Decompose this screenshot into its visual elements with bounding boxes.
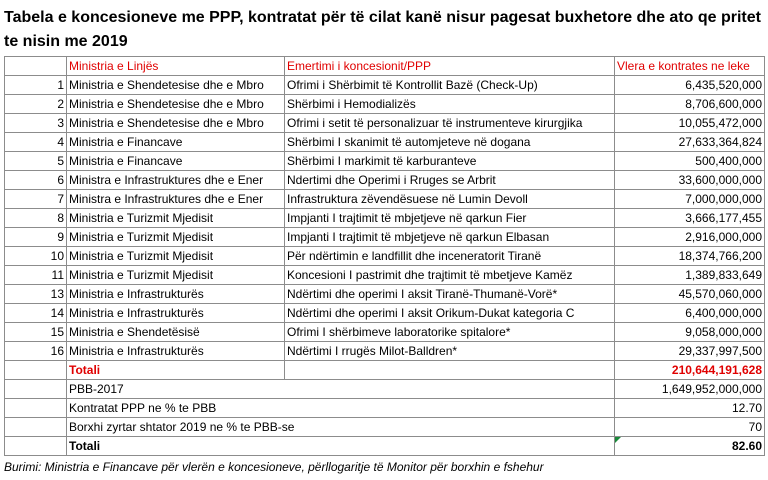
row-concession-name: Shërbimi I skanimit të automjeteve në dogana [285, 133, 615, 152]
ppp-pct-row [5, 399, 765, 418]
row-ministry: Ministria e Turizmit Mjedisit [67, 228, 285, 247]
row-concession-name: Ndërtimi I rrugës Milot-Balldren* [285, 342, 615, 361]
row-number: 2 [5, 95, 67, 114]
header-name: Emertimi i koncesionit/PPP [285, 57, 615, 76]
concessions-table [4, 56, 765, 456]
row-number: 3 [5, 114, 67, 133]
table-row [5, 133, 765, 152]
row-contract-value: 8,706,600,000 [615, 95, 765, 114]
row-ministry: Ministria e Turizmit Mjedisit [67, 209, 285, 228]
row-number: 15 [5, 323, 67, 342]
row-number: 9 [5, 228, 67, 247]
row-number: 11 [5, 266, 67, 285]
row-concession-name: Koncesioni I pastrimit dhe trajtimit të mbetjeve Kamëz [285, 266, 615, 285]
table-row [5, 76, 765, 95]
header-row [5, 57, 765, 76]
pbb-value: 1,649,952,000,000 [615, 380, 765, 399]
table-row [5, 247, 765, 266]
row-concession-name: Për ndërtimin e landfillit dhe inceneratorit Tiranë [285, 247, 615, 266]
table-row [5, 285, 765, 304]
row-number: 4 [5, 133, 67, 152]
row-contract-value: 3,666,177,455 [615, 209, 765, 228]
row-concession-name: Ndërtimi dhe operimi I aksit Orikum-Dukat kategoria C [285, 304, 615, 323]
table-row [5, 190, 765, 209]
row-ministry: Ministra e Infrastruktures dhe e Ener [67, 190, 285, 209]
row-number: 16 [5, 342, 67, 361]
row-concession-name: Ndërtimi dhe operimi I aksit Tiranë-Thumanë-Vorë* [285, 285, 615, 304]
table-row [5, 95, 765, 114]
ppp-pct-value: 12.70 [615, 399, 765, 418]
row-ministry: Ministra e Infrastruktures dhe e Ener [67, 171, 285, 190]
row-contract-value: 10,055,472,000 [615, 114, 765, 133]
row-contract-value: 500,400,000 [615, 152, 765, 171]
pbb-row [5, 380, 765, 399]
row-number: 8 [5, 209, 67, 228]
table-row [5, 266, 765, 285]
row-ministry: Ministria e Turizmit Mjedisit [67, 266, 285, 285]
row-ministry: Ministria e Infrastrukturës [67, 285, 285, 304]
row-ministry: Ministria e Shendetesise dhe e Mbro [67, 76, 285, 95]
row-contract-value: 6,435,520,000 [615, 76, 765, 95]
row-concession-name: Shërbimi I markimit të karburanteve [285, 152, 615, 171]
table-row [5, 323, 765, 342]
table-row [5, 342, 765, 361]
row-contract-value: 33,600,000,000 [615, 171, 765, 190]
grand-total-row [5, 437, 765, 456]
source-footnote: Burimi: Ministria e Financave për vlerën e koncesioneve, përllogaritje të Monitor për borxhin e fshehur [4, 460, 544, 474]
row-ministry: Ministria e Infrastrukturës [67, 342, 285, 361]
row-contract-value: 9,058,000,000 [615, 323, 765, 342]
header-ministry: Ministria e Linjës [67, 57, 285, 76]
row-concession-name: Shërbimi i Hemodializës [285, 95, 615, 114]
table-row [5, 114, 765, 133]
row-contract-value: 27,633,364,824 [615, 133, 765, 152]
row-ministry: Ministria e Financave [67, 133, 285, 152]
row-ministry: Ministria e Financave [67, 152, 285, 171]
row-contract-value: 7,000,000,000 [615, 190, 765, 209]
row-ministry: Ministria e Shendetesise dhe e Mbro [67, 114, 285, 133]
row-contract-value: 29,337,997,500 [615, 342, 765, 361]
row-contract-value: 6,400,000,000 [615, 304, 765, 323]
total-row [5, 361, 765, 380]
row-number: 7 [5, 190, 67, 209]
row-concession-name: Ofrimi i Shërbimit të Kontrollit Bazë (Check-Up) [285, 76, 615, 95]
row-number: 10 [5, 247, 67, 266]
total-label: Totali [67, 361, 285, 380]
grand-total-label: Totali [67, 437, 615, 456]
row-concession-name: Infrastruktura zëvendësuese në Lumin Devoll [285, 190, 615, 209]
debt-label: Borxhi zyrtar shtator 2019 ne % te PBB-se [67, 418, 615, 437]
table-row [5, 228, 765, 247]
row-contract-value: 1,389,833,649 [615, 266, 765, 285]
row-contract-value: 18,374,766,200 [615, 247, 765, 266]
row-concession-name: Impjanti I trajtimit të mbjetjeve në qarkun Fier [285, 209, 615, 228]
pbb-label: PBB-2017 [67, 380, 615, 399]
row-ministry: Ministria e Infrastrukturës [67, 304, 285, 323]
row-concession-name: Ofrimi I shërbimeve laboratorike spitalore* [285, 323, 615, 342]
ppp-pct-label: Kontratat PPP ne % te PBB [67, 399, 615, 418]
row-number: 1 [5, 76, 67, 95]
row-ministry: Ministria e Turizmit Mjedisit [67, 247, 285, 266]
row-concession-name: Ofrimi i setit të personalizuar të instrumenteve kirurgjika [285, 114, 615, 133]
row-concession-name: Impjanti I trajtimit të mbjetjeve në qarkun Elbasan [285, 228, 615, 247]
row-number: 14 [5, 304, 67, 323]
table-row [5, 304, 765, 323]
row-contract-value: 45,570,060,000 [615, 285, 765, 304]
table-row [5, 152, 765, 171]
grand-total-value: 82.60 [615, 437, 765, 456]
header-nr [5, 57, 67, 76]
row-number: 6 [5, 171, 67, 190]
debt-row [5, 418, 765, 437]
table-title: Tabela e koncesioneve me PPP, kontratat për të cilat kanë nisur pagesat buxhetore dhe ato qe pritet te nisin me 2019 [4, 9, 761, 50]
row-contract-value: 2,916,000,000 [615, 228, 765, 247]
total-value: 210,644,191,628 [615, 361, 765, 380]
row-ministry: Ministria e Shendetësisë [67, 323, 285, 342]
table-row [5, 171, 765, 190]
row-ministry: Ministria e Shendetesise dhe e Mbro [67, 95, 285, 114]
row-number: 5 [5, 152, 67, 171]
table-row [5, 209, 765, 228]
row-concession-name: Ndertimi dhe Operimi i Rruges se Arbrit [285, 171, 615, 190]
row-number: 13 [5, 285, 67, 304]
header-value: Vlera e kontrates ne leke [615, 57, 765, 76]
debt-value: 70 [615, 418, 765, 437]
